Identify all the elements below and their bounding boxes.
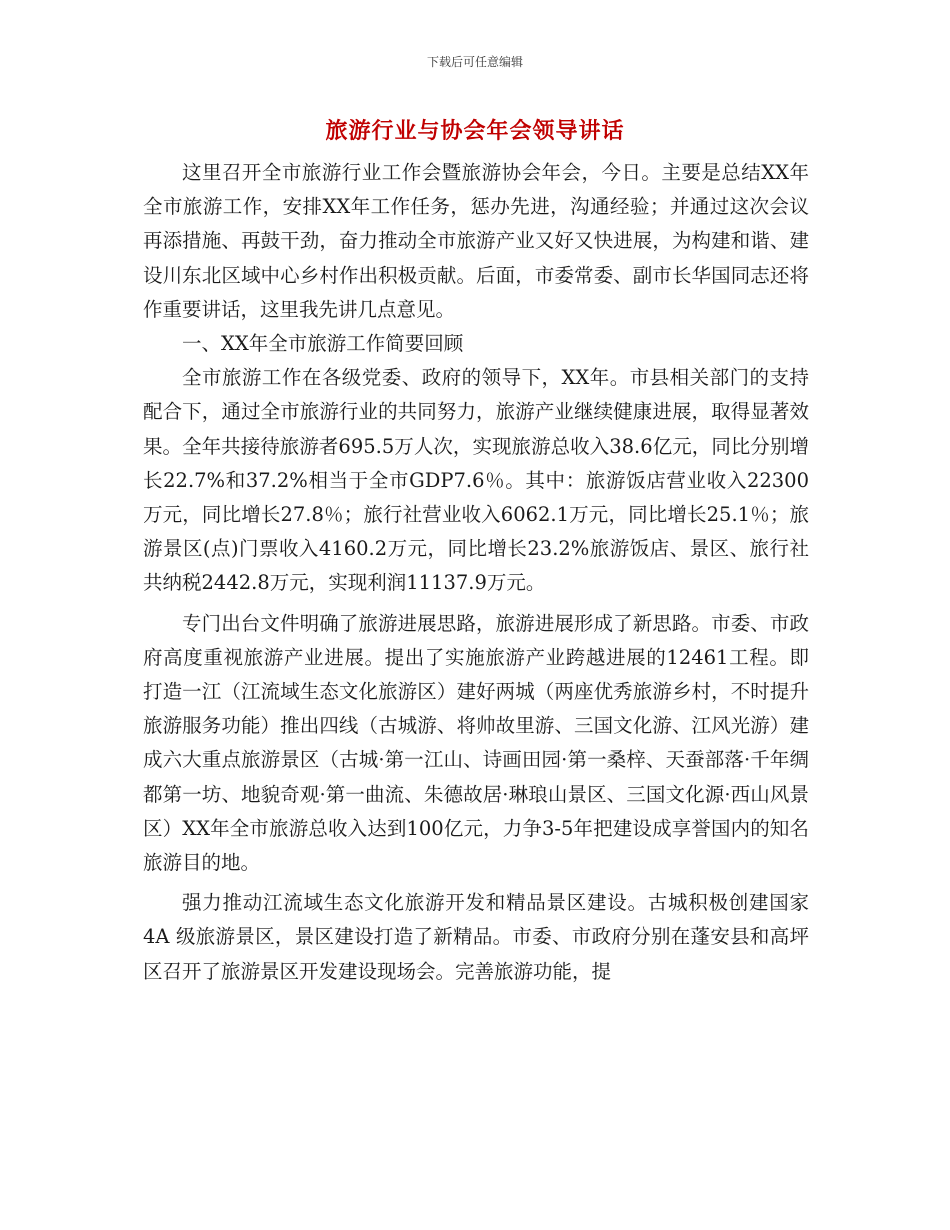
paragraph-development: 强力推动江流域生态文化旅游开发和精品景区建设。古城积极创建国家4A 级旅游景区，景区建设打造了新精品。市委、市政府分别在蓬安县和高坪区召开了旅游景区开发建设现场会。完善旅游功能，提 (143, 891, 809, 983)
paragraph-review: 全市旅游工作在各级党委、政府的领导下，XX年。市县相关部门的支持配合下，通过全市旅游行业的共同努力，旅游产业继续健康进展，取得显著效果。全年共接待旅游者695.5万人次，实现旅游总收入38.6亿元，同比分别增长22.7%和37.2%相当于全市GDP7.6％。其中：旅游饭店营业收入22300万元，同比增长27.8％；旅行社营业收入6062.1万元，同比增长25.1％；旅游景区(点)门票收入4160.2万元，同比增长23.2%旅游饭店、景区、旅行社共纳税2442.8万元，实现利润11137.9万元。 (143, 366, 809, 595)
section-heading: 一、XX年全市旅游工作简要回顾 (182, 332, 464, 356)
document-title: 旅游行业与协会年会领导讲话 (325, 118, 625, 144)
paragraph-intro: 这里召开全市旅游行业工作会暨旅游协会年会，今日。主要是总结XX年全市旅游工作，安排XX年工作任务，惩办先进，沟通经验；并通过这次会议再添措施、再鼓干劲，奋力推动全市旅游产业又好又快进展，为构建和谐、建设川东北区域中心乡村作出积极贡献。后面，市委常委、副市长华国同志还将作重要讲话，这里我先讲几点意见。 (143, 161, 809, 321)
header-note: 下载后可任意编辑 (426, 55, 523, 69)
document-body (143, 156, 809, 989)
paragraph-strategy: 专门出台文件明确了旅游进展思路，旅游进展形成了新思路。市委、市政府高度重视旅游产业进展。提出了实施旅游产业跨越进展的12461工程。即打造一江（江流域生态文化旅游区）建好两城（两座优秀旅游乡村，不时提升旅游服务功能）推出四线（古城游、将帅故里游、三国文化游、江风光游）建成六大重点旅游景区（古城·第一江山、诗画田园·第一桑梓、天蚕部落·千年绸都第一坊、地貌奇观·第一曲流、朱德故居·琳琅山景区、三国文化源·西山风景区）XX年全市旅游总收入达到100亿元，力争3-5年把建设成享誉国内的知名旅游目的地。 (143, 611, 809, 875)
